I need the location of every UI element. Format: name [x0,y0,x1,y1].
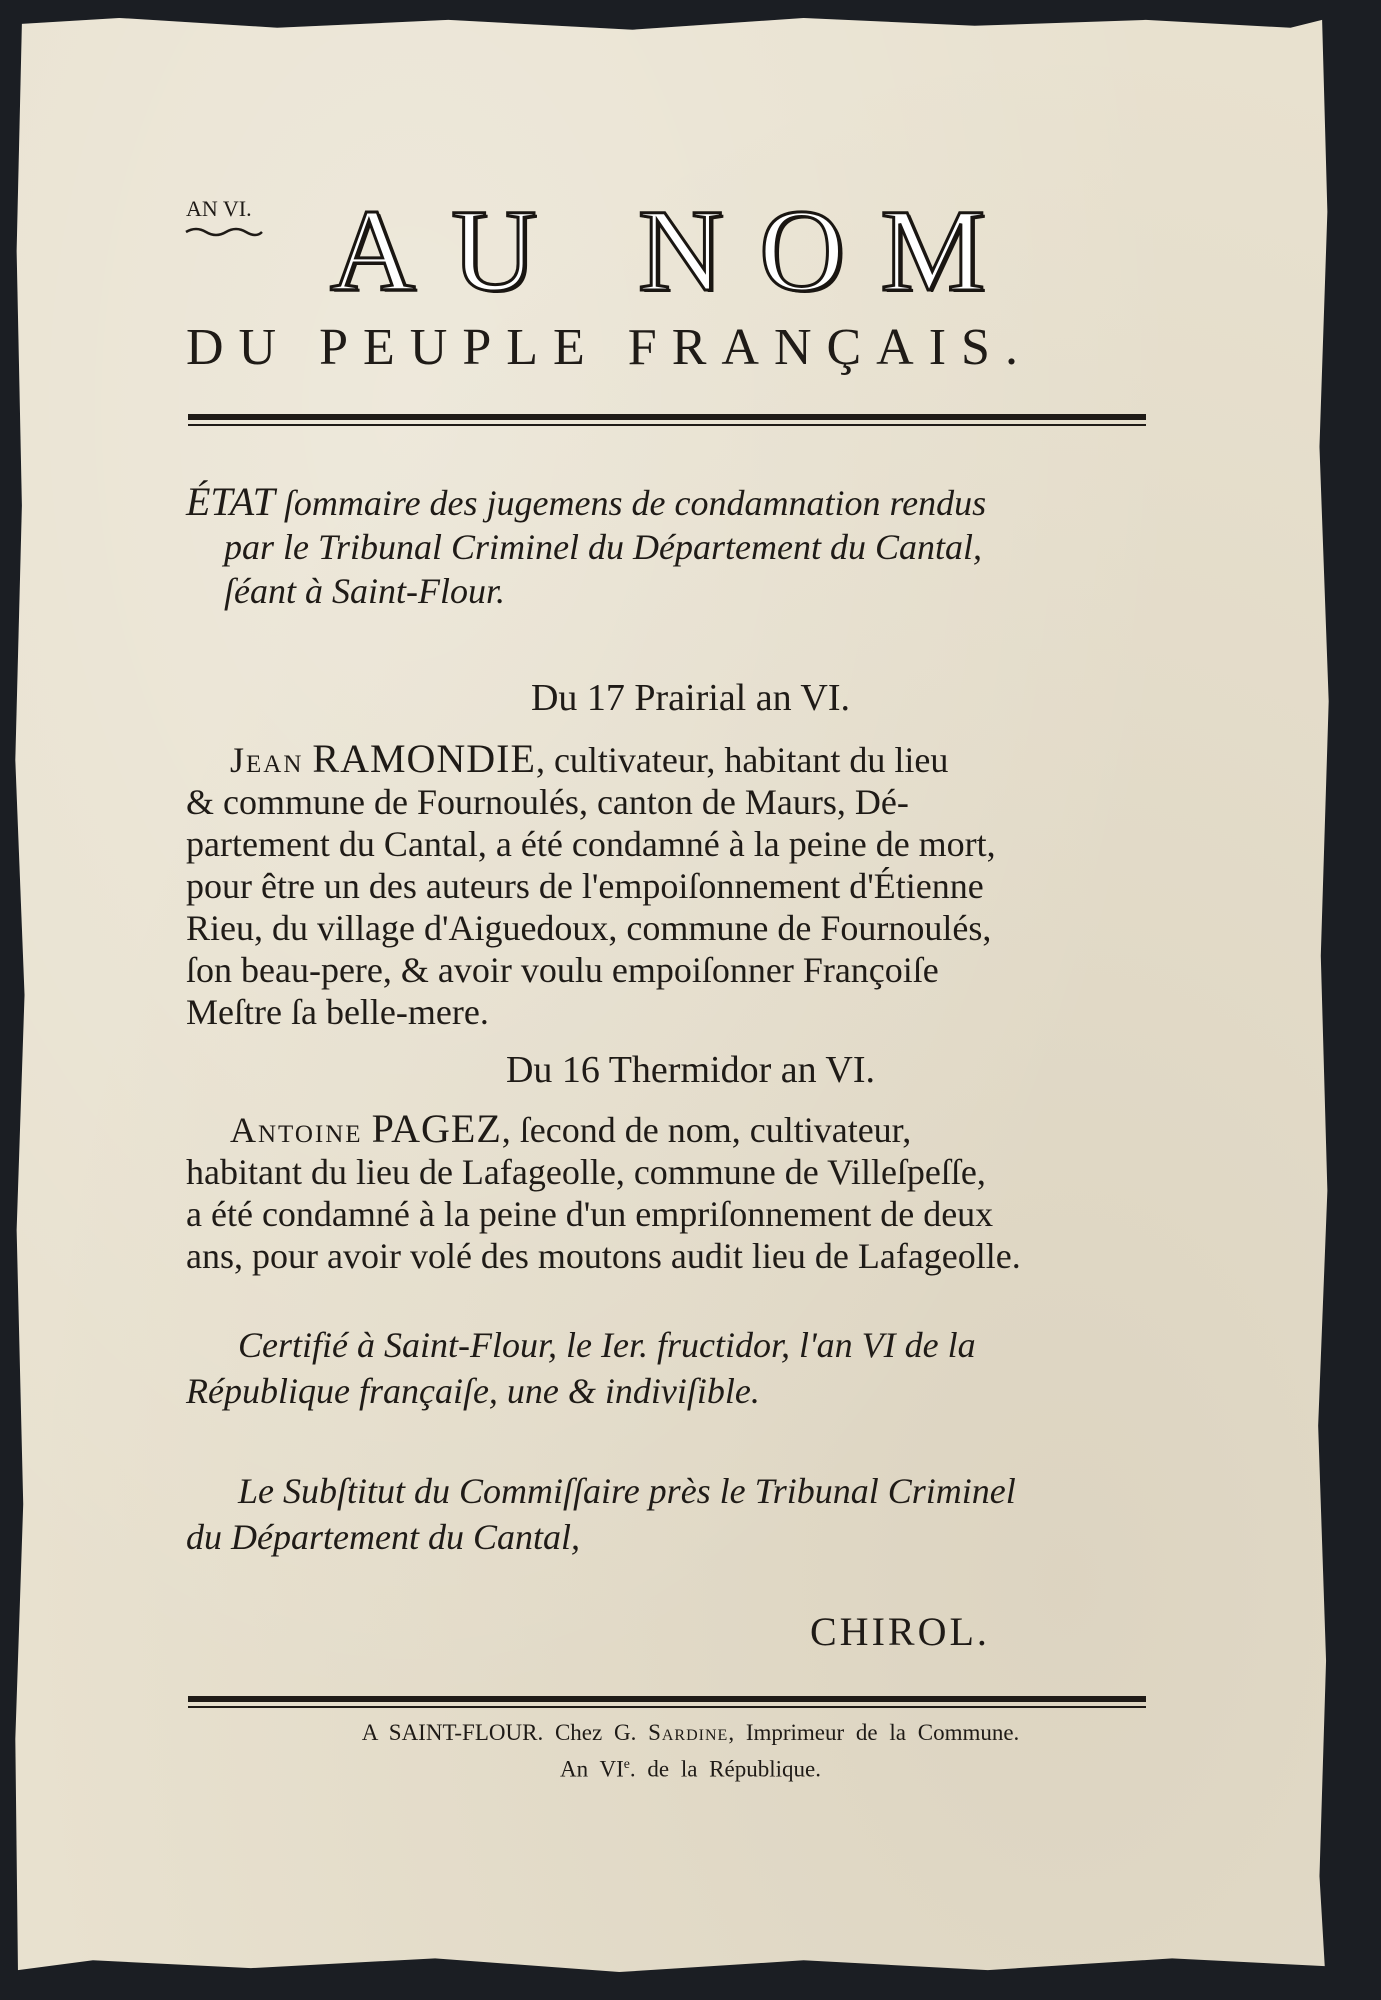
etat-heading [186,480,1156,613]
imprint-line-1 [0,1720,1381,1746]
judgement-2-line-4: ans, pour avoir volé des moutons audit lieu de Lafageolle. [186,1236,1021,1276]
footer-rule-thick [188,1696,1146,1702]
imprint-printer-rest: , Imprimeur de la Commune. [728,1720,1020,1745]
judgement-2-surname: PAGEZ [371,1106,502,1151]
judgement-1-line-1-rest: , cultivateur, habitant du lieu [535,740,949,780]
judgement-1-text [186,738,1161,1033]
judgement-2-date: Du 16 Thermidor an VI. [505,1049,876,1091]
judgement-1-line-1 [186,738,1161,781]
year-tag: AN VI. [186,196,252,221]
certification-line-1: Certifié à Saint-Flour, le Ier. fructidor, l'an VI de la [238,1325,976,1365]
judgement-2-line-2: habitant du lieu de Lafageolle, commune de Villeſpeſſe, [186,1152,986,1192]
judgement-2-first-name: Antoine [230,1110,363,1150]
imprint-chez: Chez G. [554,1720,637,1745]
judgement-2-line-3: a été condamné à la peine d'un empriſonnement de deux [186,1194,994,1234]
imprint-place: A SAINT-FLOUR. [361,1720,544,1745]
signature-chirol: CHIROL. [810,1609,990,1654]
judgement-1-first-name: Jean [230,740,304,780]
etat-line-2: par le Tribunal Criminel du Département du Cantal, [224,527,983,567]
judgement-1-line-3: partement du Cantal, a été condamné à la peine de mort, [186,824,996,864]
judgement-2-line-1 [186,1108,1161,1151]
judgement-1-line-6: ſon beau-pere, & avoir voulu empoiſonner Françoiſe [186,950,939,990]
substitute-title [186,1468,1161,1560]
judgement-2-line-1-rest: , ſecond de nom, cultivateur, [501,1110,912,1150]
footer-rule-thin [188,1706,1146,1708]
imprint-line-2 [0,1756,1381,1783]
judgement-1-surname: RAMONDIE [312,736,536,781]
judgement-1-line-5: Rieu, du village d'Aiguedoux, commune de Fournoulés, [186,908,992,948]
ornament-squiggle-icon [184,226,264,238]
substitute-line-2: du Département du Cantal, [186,1517,580,1557]
etat-line-3: ſéant à Saint-Flour. [224,571,505,611]
header-rule-thick [188,414,1146,420]
imprint-republic: . de la République. [629,1756,821,1782]
etat-lead-word: ÉTAT [186,479,275,524]
judgement-2-text [186,1108,1161,1277]
certification-line-2: République françaiſe, une & indiviſible. [186,1371,760,1411]
judgement-1-line-2: & commune de Fournoulés, canton de Maurs, Dé- [186,782,909,822]
judgement-1-date: Du 17 Prairial an VI. [530,677,851,719]
title-au-nom: AU NOM [330,185,1022,316]
certification [186,1322,1161,1414]
etat-line-1-text: ſommaire des jugemens de condamnation rendus [283,483,987,523]
etat-line-1 [186,479,987,524]
judgement-1-line-7: Meſtre ſa belle-mere. [186,992,489,1032]
judgement-1-line-4: pour être un des auteurs de l'empoiſonnement d'Étienne [186,866,984,906]
imprint-year: An VI [560,1756,624,1782]
imprint-printer-name: Sardine [648,1720,729,1745]
header-rule-thin [188,424,1146,426]
substitute-line-1: Le Subſtitut du Commiſſaire près le Tribunal Criminel [238,1471,1016,1511]
title-du-peuple-francais: DU PEUPLE FRANÇAIS. [186,319,1033,376]
imprint-year-sup: e [623,1756,630,1771]
